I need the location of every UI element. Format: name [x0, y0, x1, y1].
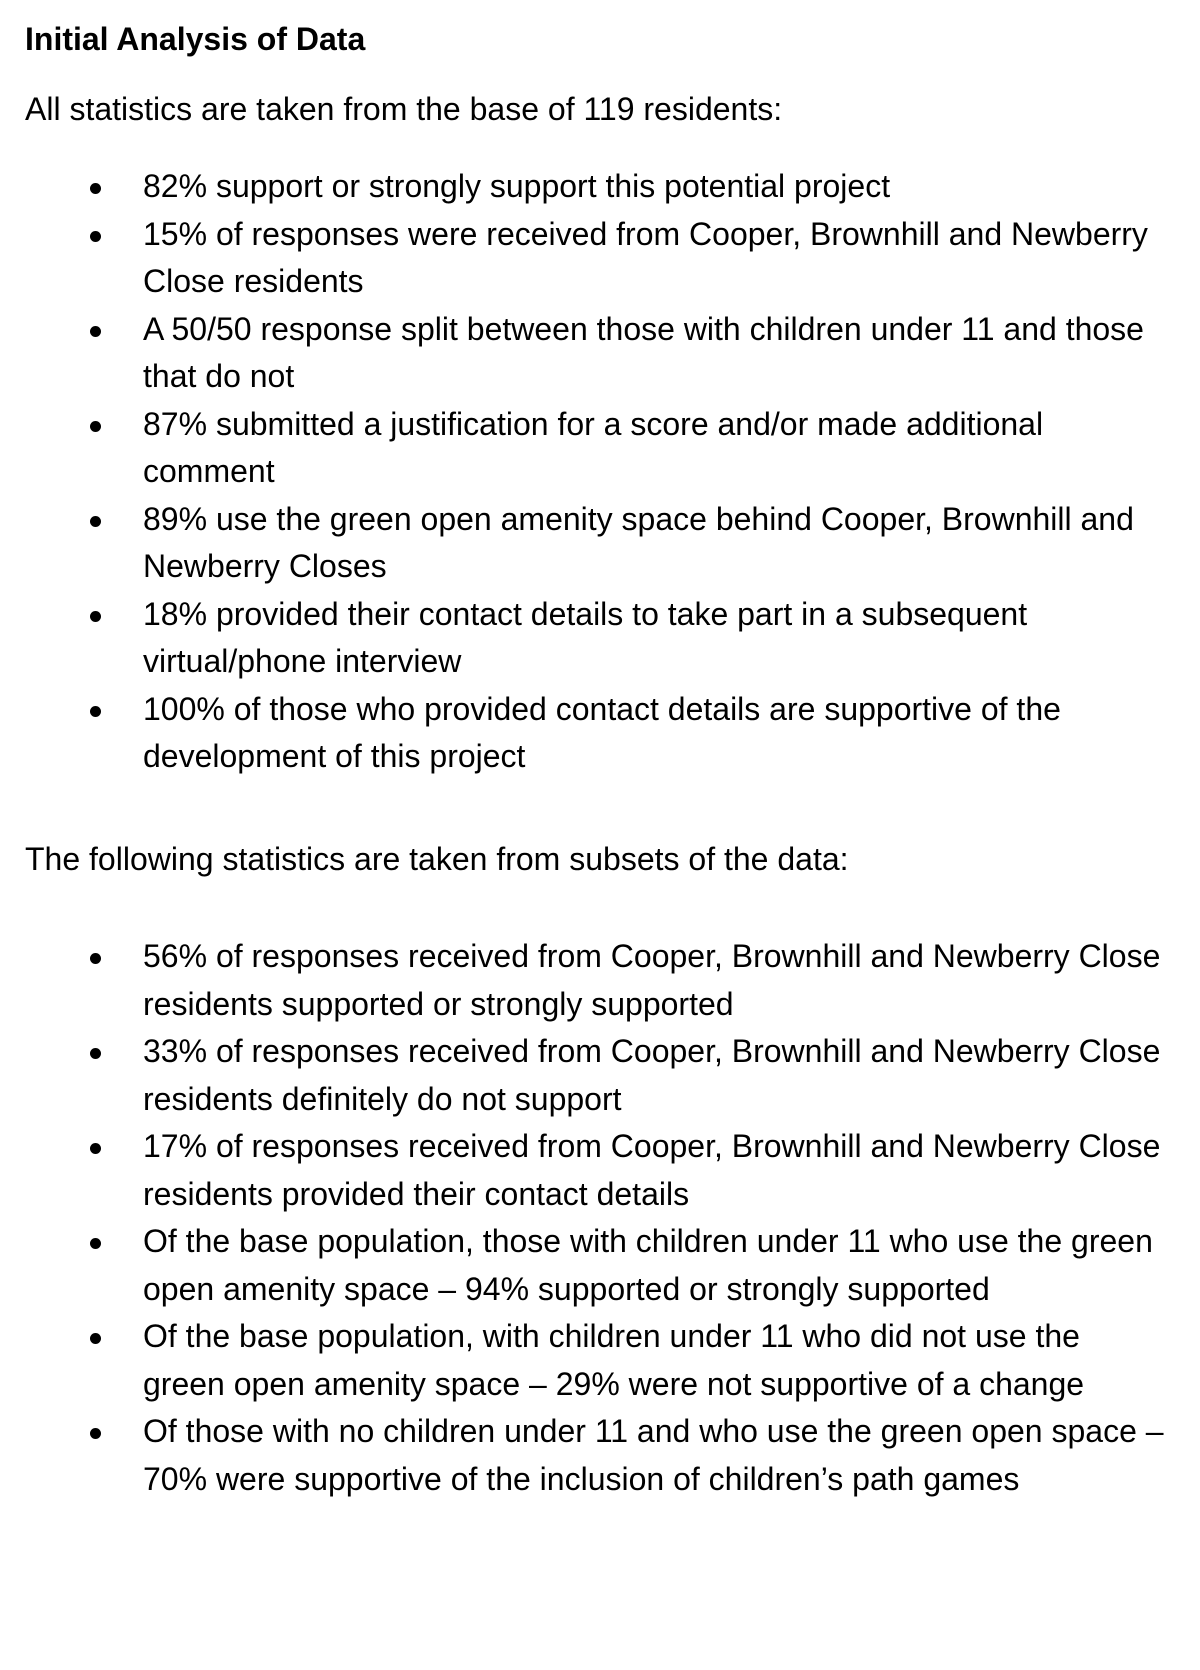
list-item-text: Of those with no children under 11 and who use the green open space – 70% were supportive of the inclusion of children’s path games: [143, 1413, 1164, 1497]
section2-intro: The following statistics are taken from subsets of the data:: [25, 841, 849, 877]
list-item-text: 15% of responses were received from Cooper, Brownhill and Newberry Close residents: [143, 215, 1148, 299]
bullet-icon: [90, 1428, 101, 1439]
list-item: [0, 1313, 1170, 1408]
document-title: Initial Analysis of Data: [25, 21, 366, 57]
list-item: [0, 1123, 1170, 1218]
bullet-icon: [90, 183, 101, 194]
bullet-icon: [90, 611, 101, 622]
list-item-text: 87% submitted a justification for a score and/or made additional comment: [143, 405, 1044, 489]
list-item-text: 100% of those who provided contact details are supportive of the development of this project: [143, 690, 1061, 774]
bullet-icon: [90, 326, 101, 337]
bullet-icon: [90, 231, 101, 242]
bullet-icon: [90, 516, 101, 527]
list-item-text: 56% of responses received from Cooper, Brownhill and Newberry Close residents supported or strongly supported: [143, 938, 1161, 1022]
list-item: [0, 591, 1170, 686]
list-item: [0, 1408, 1170, 1503]
list-item: [0, 496, 1170, 591]
list-item: [0, 933, 1170, 1028]
list-item: [0, 401, 1170, 496]
bullet-icon: [90, 953, 101, 964]
list-item-text: 17% of responses received from Cooper, Brownhill and Newberry Close residents provided their contact details: [143, 1128, 1161, 1212]
bullet-icon: [90, 421, 101, 432]
bullet-icon: [90, 1143, 101, 1154]
section1-bullet-list: [0, 163, 1170, 781]
list-item-text: A 50/50 response split between those with children under 11 and those that do not: [143, 310, 1144, 394]
list-item-text: 82% support or strongly support this potential project: [143, 168, 891, 204]
list-item-text: 89% use the green open amenity space behind Cooper, Brownhill and Newberry Closes: [143, 500, 1134, 584]
list-item-text: Of the base population, those with children under 11 who use the green open amenity space – 94% supported or strongly supported: [143, 1223, 1153, 1307]
bullet-icon: [90, 1048, 101, 1059]
list-item: [0, 1028, 1170, 1123]
list-item-text: 18% provided their contact details to take part in a subsequent virtual/phone interview: [143, 595, 1028, 679]
list-item-text: Of the base population, with children under 11 who did not use the green open amenity space – 29% were not supportive of a change: [143, 1318, 1085, 1402]
bullet-icon: [90, 706, 101, 717]
bullet-icon: [90, 1238, 101, 1249]
section2-bullet-list: [0, 933, 1170, 1503]
section1-intro: All statistics are taken from the base of 119 residents:: [25, 91, 783, 127]
bullet-icon: [90, 1333, 101, 1344]
list-item-text: 33% of responses received from Cooper, Brownhill and Newberry Close residents definitely do not support: [143, 1033, 1161, 1117]
list-item: [0, 1218, 1170, 1313]
list-item: [0, 686, 1170, 781]
list-item: [0, 211, 1170, 306]
list-item: [0, 306, 1170, 401]
list-item: [0, 163, 1170, 211]
